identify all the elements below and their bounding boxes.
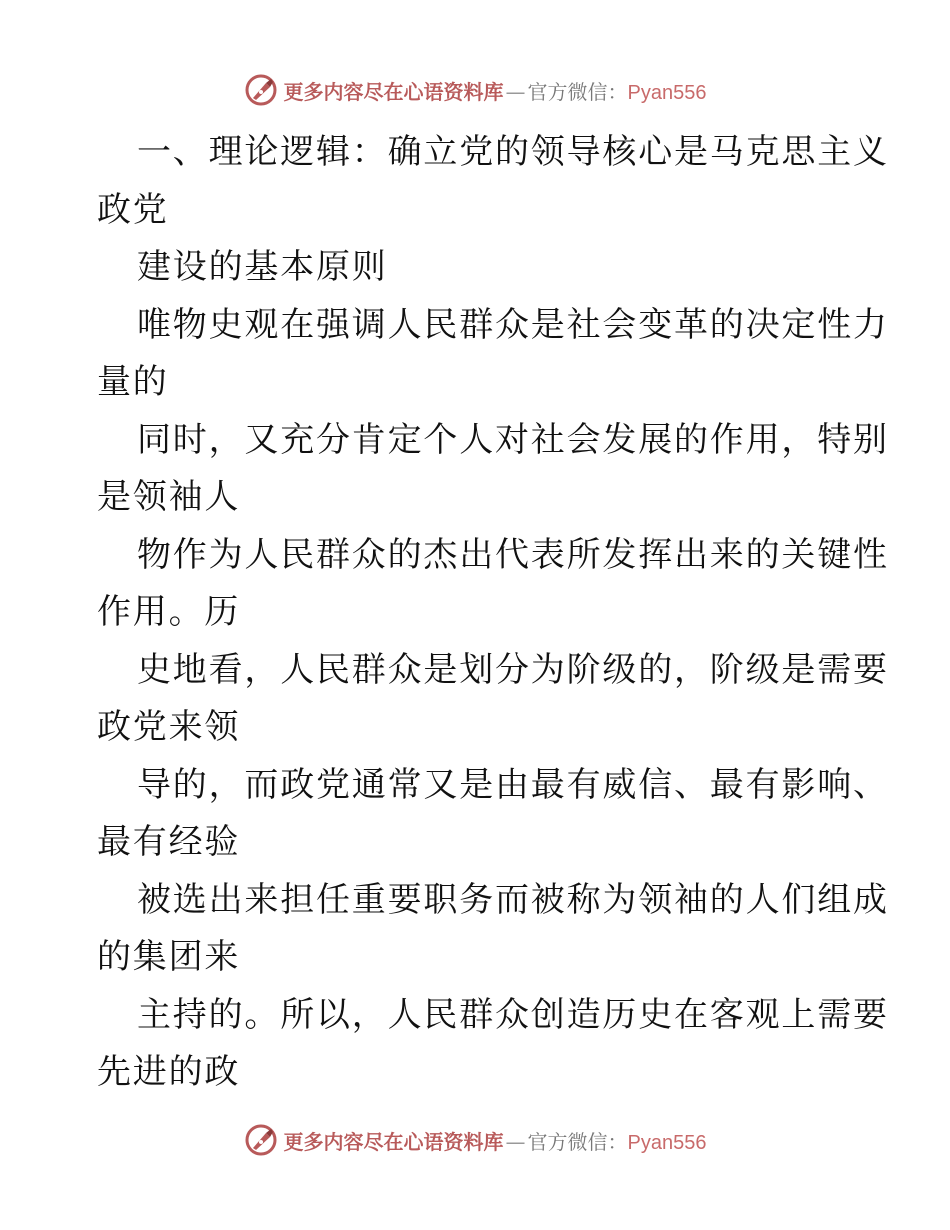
- paragraph-line: 量的: [97, 362, 169, 402]
- watermark-text: [284, 76, 707, 105]
- pen-nib-logo-icon: [244, 1123, 278, 1157]
- paragraph-line: 先进的政: [97, 1052, 241, 1092]
- header-watermark: [0, 70, 950, 110]
- watermark-wechat-id: Pyan556: [627, 81, 707, 104]
- paragraph-line: 被选出来担任重要职务而被称为领袖的人们组成: [137, 879, 889, 920]
- watermark-text: [284, 1126, 707, 1155]
- pen-nib-logo-icon: [244, 73, 278, 107]
- paragraph-line: 主持的。所以，人民群众创造历史在客观上需要: [137, 994, 889, 1035]
- footer-watermark: [0, 1120, 950, 1160]
- paragraph-line: 导的，而政党通常又是由最有威信、最有影响、: [137, 764, 889, 805]
- paragraph-line: 最有经验: [97, 822, 241, 862]
- watermark-wechat-id: Pyan556: [627, 1131, 707, 1154]
- watermark-brand: 更多内容尽在心语资料库: [283, 79, 504, 104]
- document-body: [97, 124, 889, 1102]
- section-heading: 一、理论逻辑：确立党的领导核心是马克思主义: [137, 132, 889, 172]
- paragraph-line: 物作为人民群众的杰出代表所发挥出来的关键性: [137, 534, 889, 575]
- watermark-dash: —: [505, 1129, 526, 1154]
- paragraph-line: 史地看，人民群众是划分为阶级的，阶级是需要: [137, 649, 889, 690]
- watermark-dash: —: [505, 79, 526, 104]
- paragraph-line: 建设的基本原则: [137, 247, 388, 287]
- paragraph-line: 作用。历: [97, 592, 241, 632]
- paragraph-line: 政党来领: [97, 707, 241, 747]
- paragraph-line: 政党: [97, 189, 169, 230]
- paragraph-line: 唯物史观在强调人民群众是社会变革的决定性力: [137, 304, 889, 345]
- paragraph-line: 的集团来: [97, 937, 241, 977]
- paragraph-line: 同时，又充分肯定个人对社会发展的作用，特别: [137, 419, 889, 460]
- watermark-brand: 更多内容尽在心语资料库: [283, 1129, 504, 1154]
- watermark-label: 官方微信：: [527, 79, 628, 104]
- paragraph-line: 是领袖人: [97, 477, 241, 517]
- watermark-label: 官方微信：: [527, 1129, 628, 1154]
